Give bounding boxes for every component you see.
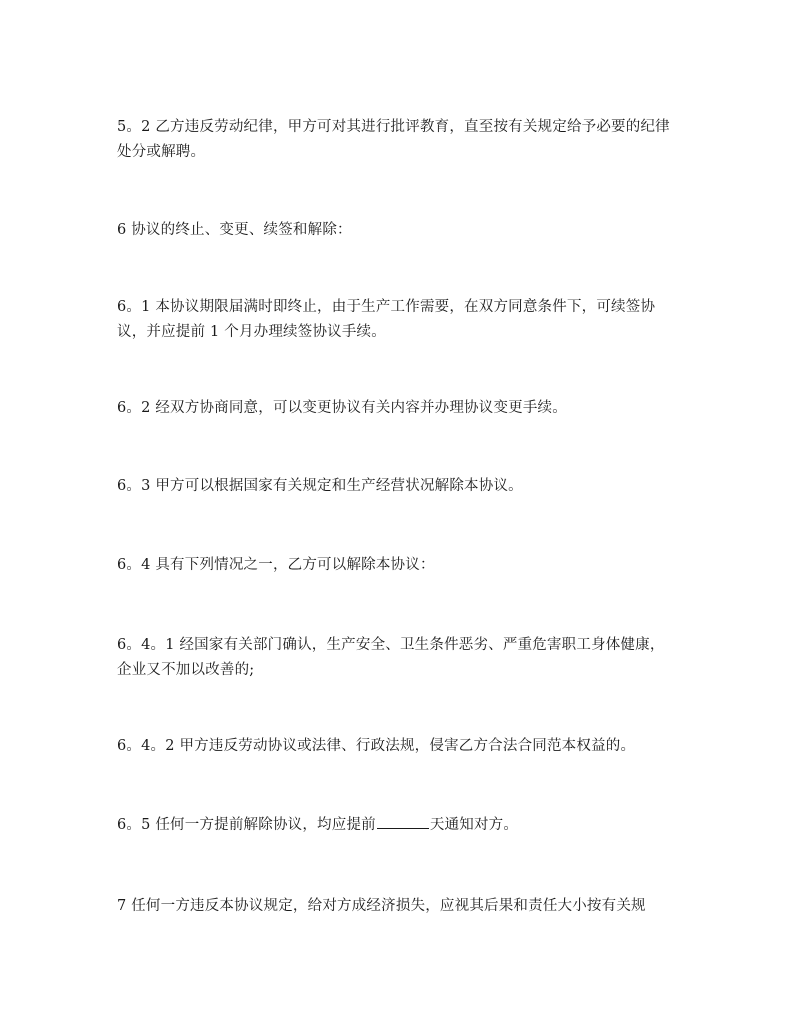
paragraph-6-1: 6。1 本协议期限届满时即终止，由于生产工作需要，在双方同意条件下，可续签协议，并应提前 1 个月办理续签协议手续。	[117, 299, 656, 340]
paragraph-6-2: 6。2 经双方协商同意，可以变更协议有关内容并办理协议变更手续。	[117, 400, 567, 416]
paragraph-6-3: 6。3 甲方可以根据国家有关规定和生产经营状况解除本协议。	[117, 478, 523, 494]
paragraph-6-5	[117, 813, 679, 838]
paragraph-6-heading: 6 协议的终止、变更、续签和解除：	[117, 222, 352, 238]
paragraph-6-5-tail: 天通知对方。	[429, 817, 519, 833]
paragraph-6-4: 6。4 具有下列情况之一，乙方可以解除本协议：	[117, 557, 435, 573]
paragraph-5-2: 5。2 乙方违反劳动纪律，甲方可对其进行批评教育，直至按有关规定给予必要的纪律处分或解聘。	[117, 119, 670, 160]
paragraph-7: 7 任何一方违反本协议规定，给对方成经济损失，应视其后果和责任大小按有关规	[117, 898, 646, 914]
paragraph-6-4-1: 6。4。1 经国家有关部门确认，生产安全、卫生条件恶劣、严重危害职工身体健康，企业又不加以改善的;	[117, 637, 665, 678]
fill-in-blank	[377, 814, 429, 829]
paragraph-6-5-lead: 6。5 任何一方提前解除协议，均应提前	[117, 817, 376, 833]
paragraph-6-4-2: 6。4。2 甲方违反劳动协议或法律、行政法规，侵害乙方合法合同范本权益的。	[117, 738, 636, 754]
